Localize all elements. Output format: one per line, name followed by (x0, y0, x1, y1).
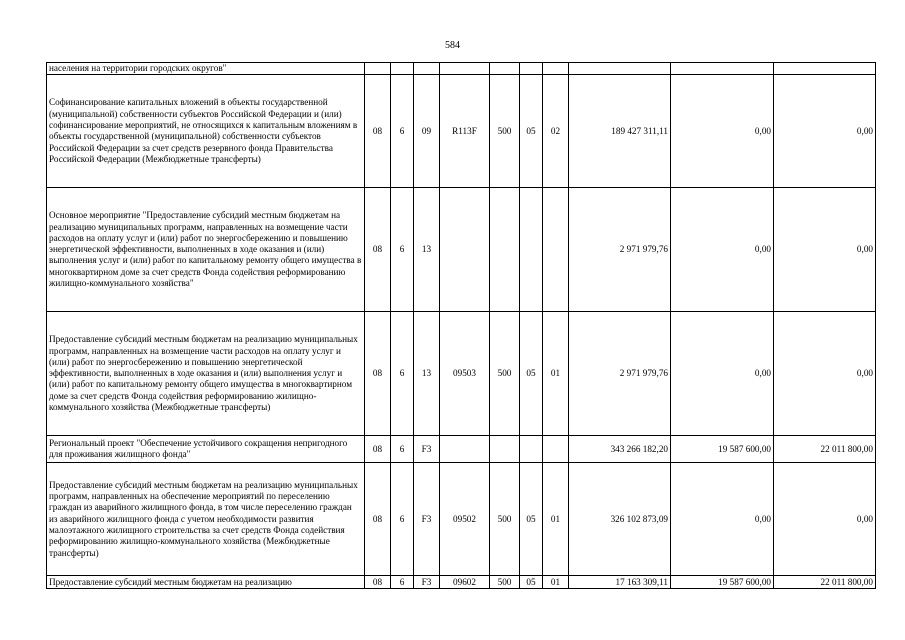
code-cell (520, 436, 543, 463)
amount-cell: 0,00 (774, 312, 876, 436)
code-cell: 08 (365, 576, 391, 589)
row-description: Предоставление субсидий местным бюджетам на реализацию (47, 576, 365, 589)
code-cell (490, 63, 520, 75)
amount-cell: 19 587 600,00 (671, 436, 774, 463)
code-cell (543, 436, 569, 463)
code-cell (490, 436, 520, 463)
code-cell: F3 (414, 436, 440, 463)
code-cell (520, 63, 543, 75)
code-cell (440, 63, 490, 75)
amount-cell: 0,00 (671, 188, 774, 312)
page-number: 584 (445, 40, 460, 51)
table-row (47, 63, 876, 75)
table-row (47, 188, 876, 312)
code-cell: 500 (490, 576, 520, 589)
table-row (47, 312, 876, 436)
amount-cell: 0,00 (774, 75, 876, 188)
code-cell: 05 (520, 312, 543, 436)
code-cell (520, 188, 543, 312)
code-cell: 6 (391, 463, 414, 576)
code-cell: 09602 (440, 576, 490, 589)
code-cell: 500 (490, 75, 520, 188)
code-cell: 6 (391, 576, 414, 589)
code-cell: R113F (440, 75, 490, 188)
code-cell: 13 (414, 312, 440, 436)
code-cell: 09 (414, 75, 440, 188)
code-cell: 13 (414, 188, 440, 312)
amount-cell: 0,00 (671, 75, 774, 188)
code-cell: F3 (414, 576, 440, 589)
code-cell: 02 (543, 75, 569, 188)
row-description: Предоставление субсидий местным бюджетам на реализацию муниципальных программ, направленных на возмещение части расходов на оплату услуг и (или) работ по энергосбережению и повышению энергетической эффективности, выполненных в ходе оказания и (или) выполнения услуг и (или) работ по капитальному ремонту общего имущества в многоквартирном доме за счет средств Фонда содействия реформированию жилищно-коммунального хозяйства (Межбюджетные трансферты) (47, 312, 365, 436)
code-cell: 08 (365, 312, 391, 436)
table-row (47, 463, 876, 576)
amount-cell: 2 971 979,76 (569, 312, 671, 436)
amount-cell: 0,00 (774, 188, 876, 312)
code-cell (490, 188, 520, 312)
code-cell: 08 (365, 463, 391, 576)
code-cell: 6 (391, 188, 414, 312)
amount-cell: 19 587 600,00 (671, 576, 774, 589)
amount-cell: 2 971 979,76 (569, 188, 671, 312)
code-cell: 05 (520, 576, 543, 589)
code-cell: 05 (520, 75, 543, 188)
code-cell (391, 63, 414, 75)
code-cell (440, 188, 490, 312)
amount-cell: 0,00 (774, 463, 876, 576)
amount-cell: 22 011 800,00 (774, 576, 876, 589)
row-description: Региональный проект "Обеспечение устойчивого сокращения непригодного для проживания жилищного фонда" (47, 436, 365, 463)
code-cell (365, 63, 391, 75)
code-cell: 01 (543, 463, 569, 576)
code-cell (543, 63, 569, 75)
table-row (47, 576, 876, 589)
budget-table (46, 62, 876, 589)
code-cell: 500 (490, 463, 520, 576)
code-cell: 500 (490, 312, 520, 436)
amount-cell (569, 63, 671, 75)
code-cell: 08 (365, 436, 391, 463)
code-cell: 6 (391, 75, 414, 188)
table-row (47, 436, 876, 463)
amount-cell (671, 63, 774, 75)
amount-cell: 343 266 182,20 (569, 436, 671, 463)
row-description: Софинансирование капитальных вложений в объекты государственной (муниципальной) собственности субъектов Российской Федерации и (или) софинансирование мероприятий, не относящихся к капитальным вложениям в объекты государственной (муниципальной) собственности субъектов Российской Федерации за счет средств резервного фонда Правительства Российской Федерации (Межбюджетные трансферты) (47, 75, 365, 188)
amount-cell: 22 011 800,00 (774, 436, 876, 463)
code-cell: 09503 (440, 312, 490, 436)
code-cell: 05 (520, 463, 543, 576)
amount-cell (774, 63, 876, 75)
amount-cell: 326 102 873,09 (569, 463, 671, 576)
code-cell: 01 (543, 576, 569, 589)
code-cell: 6 (391, 312, 414, 436)
code-cell: F3 (414, 463, 440, 576)
amount-cell: 0,00 (671, 463, 774, 576)
row-description: населения на территории городских округов" (47, 63, 365, 75)
code-cell: 09502 (440, 463, 490, 576)
row-description: Предоставление субсидий местным бюджетам на реализацию муниципальных программ, направленных на обеспечение мероприятий по переселению граждан из аварийного жилищного фонда, в том числе переселению граждан из аварийного жилищного фонда с учетом необходимости развития малоэтажного жилищного строительства за счет средств Фонда содействия реформированию жилищно-коммунального хозяйства (Межбюджетные трансферты) (47, 463, 365, 576)
amount-cell: 189 427 311,11 (569, 75, 671, 188)
code-cell: 08 (365, 188, 391, 312)
code-cell (414, 63, 440, 75)
code-cell: 08 (365, 75, 391, 188)
amount-cell: 17 163 309,11 (569, 576, 671, 589)
code-cell: 01 (543, 312, 569, 436)
amount-cell: 0,00 (671, 312, 774, 436)
code-cell (440, 436, 490, 463)
row-description: Основное мероприятие "Предоставление субсидий местным бюджетам на реализацию муниципальных программ, направленных на возмещение части расходов на оплату услуг и (или) работ по энергосбережению и повышению энергетической эффективности, выполненных в ходе оказания и (или) выполнения услуг и (или) работ по капитальному ремонту общего имущества в многоквартирном доме за счет средств Фонда содействия реформированию жилищно-коммунального хозяйства" (47, 188, 365, 312)
code-cell: 6 (391, 436, 414, 463)
table-row (47, 75, 876, 188)
code-cell (543, 188, 569, 312)
